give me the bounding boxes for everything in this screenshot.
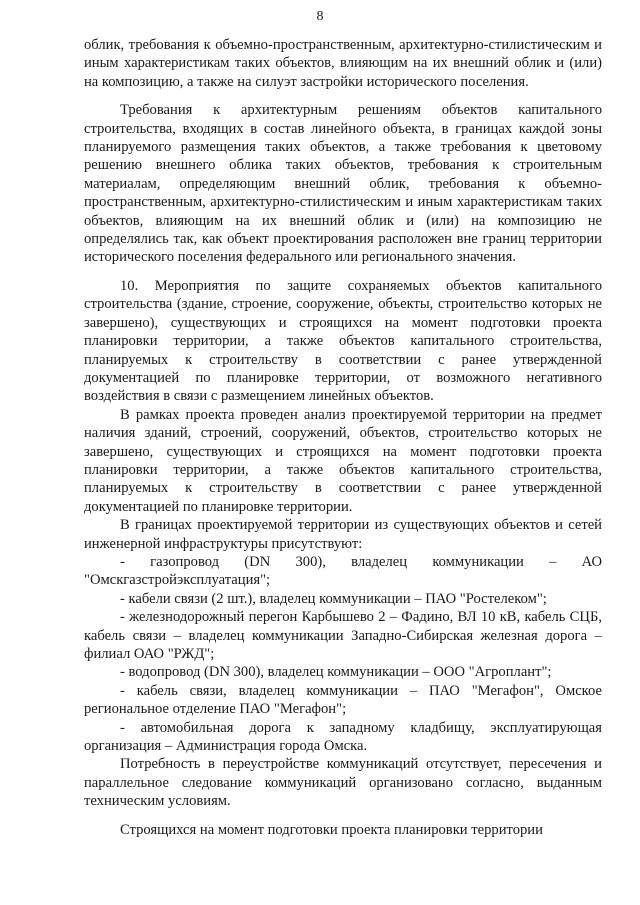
document-body: [84, 36, 602, 839]
page-number: 8: [316, 9, 324, 24]
list-item-water-pipeline: - водопровод (DN 300), владелец коммуникации – ООО "Агроплант";: [120, 664, 552, 681]
paragraph-architecture-requirements: Требования к архитектурным решениям объектов капитального строительства, входящих в состав линейного объекта, в границах каждой зоны планируемого размещения таких объектов, а также требования к цветовому решению внешнего облика таких объектов, требования к строительным материалам, определяющим внешний облик, требования к объемно-пространственным, архитектурно-стилистическим и иным характеристикам таких объектов, влияющим на их внешний облик и (или) на композицию не определялись так, как объект проектирования расположен вне границ территории исторического поселения федерального или регионального значения.: [84, 102, 602, 266]
paragraph-under-construction: Строящихся на момент подготовки проекта планировки территории: [120, 821, 543, 838]
list-item-cable-megafon: - кабель связи, владелец коммуникации – ПАО "Мегафон", Омское региональное отделение ПАО "Мегафон";: [84, 682, 602, 718]
paragraph-analysis: В рамках проекта проведен анализ проектируемой территории на предмет наличия зданий, строений, сооружений, объектов, строительство которых не завершено, существующих и строящихся на момент подготовки проекта планировки территории, а также объектов капитального строительства, планируемых к строительству в соответствии с ранее утвержденной документацией по планировке территории.: [84, 406, 602, 515]
list-item-railway: - железнодорожный перегон Карбышево 2 – Фадино, ВЛ 10 кВ, кабель СЦБ, кабель связи – владелец коммуникации Западно-Сибирская железная дорога – филиал ОАО "РЖД";: [84, 609, 602, 662]
section-heading-10: 10. Мероприятия по защите сохраняемых объектов капитального строительства (здание, строение, сооружение, объекты, строительство которых не завершено), существующих и строящихся на момент подготовки проекта планировки территории, а также объектов капитального строительства, планируемых к строительству в соответствии с ранее утвержденной документацией по планировке территории, от возможного негативного воздействия в связи с размещением линейных объектов.: [84, 277, 602, 405]
paragraph-infrastructure-intro: В границах проектируемой территории из существующих объектов и сетей инженерной инфраструктуры присутствуют:: [84, 517, 602, 552]
paragraph-continuation: облик, требования к объемно-пространственным, архитектурно-стилистическим и иным характеристикам таких объектов, влияющим на их внешний облик и (или) на композицию, а также на силуэт застройки исторического поселения.: [84, 37, 602, 90]
list-item-road: - автомобильная дорога к западному кладбищу, эксплуатирующая организация – Администрация города Омска.: [84, 719, 602, 755]
list-item-gas-pipeline: - газопровод (DN 300), владелец коммуникации – АО "Омскгазстройэксплуатация";: [84, 553, 602, 589]
paragraph-relocation: Потребность в переустройстве коммуникаций отсутствует, пересечения и параллельное следование коммуникаций организовано согласно, выданным техническим условиям.: [84, 756, 602, 810]
list-item-cables-rostelecom: - кабели связи (2 шт.), владелец коммуникации – ПАО "Ростелеком";: [120, 590, 547, 607]
